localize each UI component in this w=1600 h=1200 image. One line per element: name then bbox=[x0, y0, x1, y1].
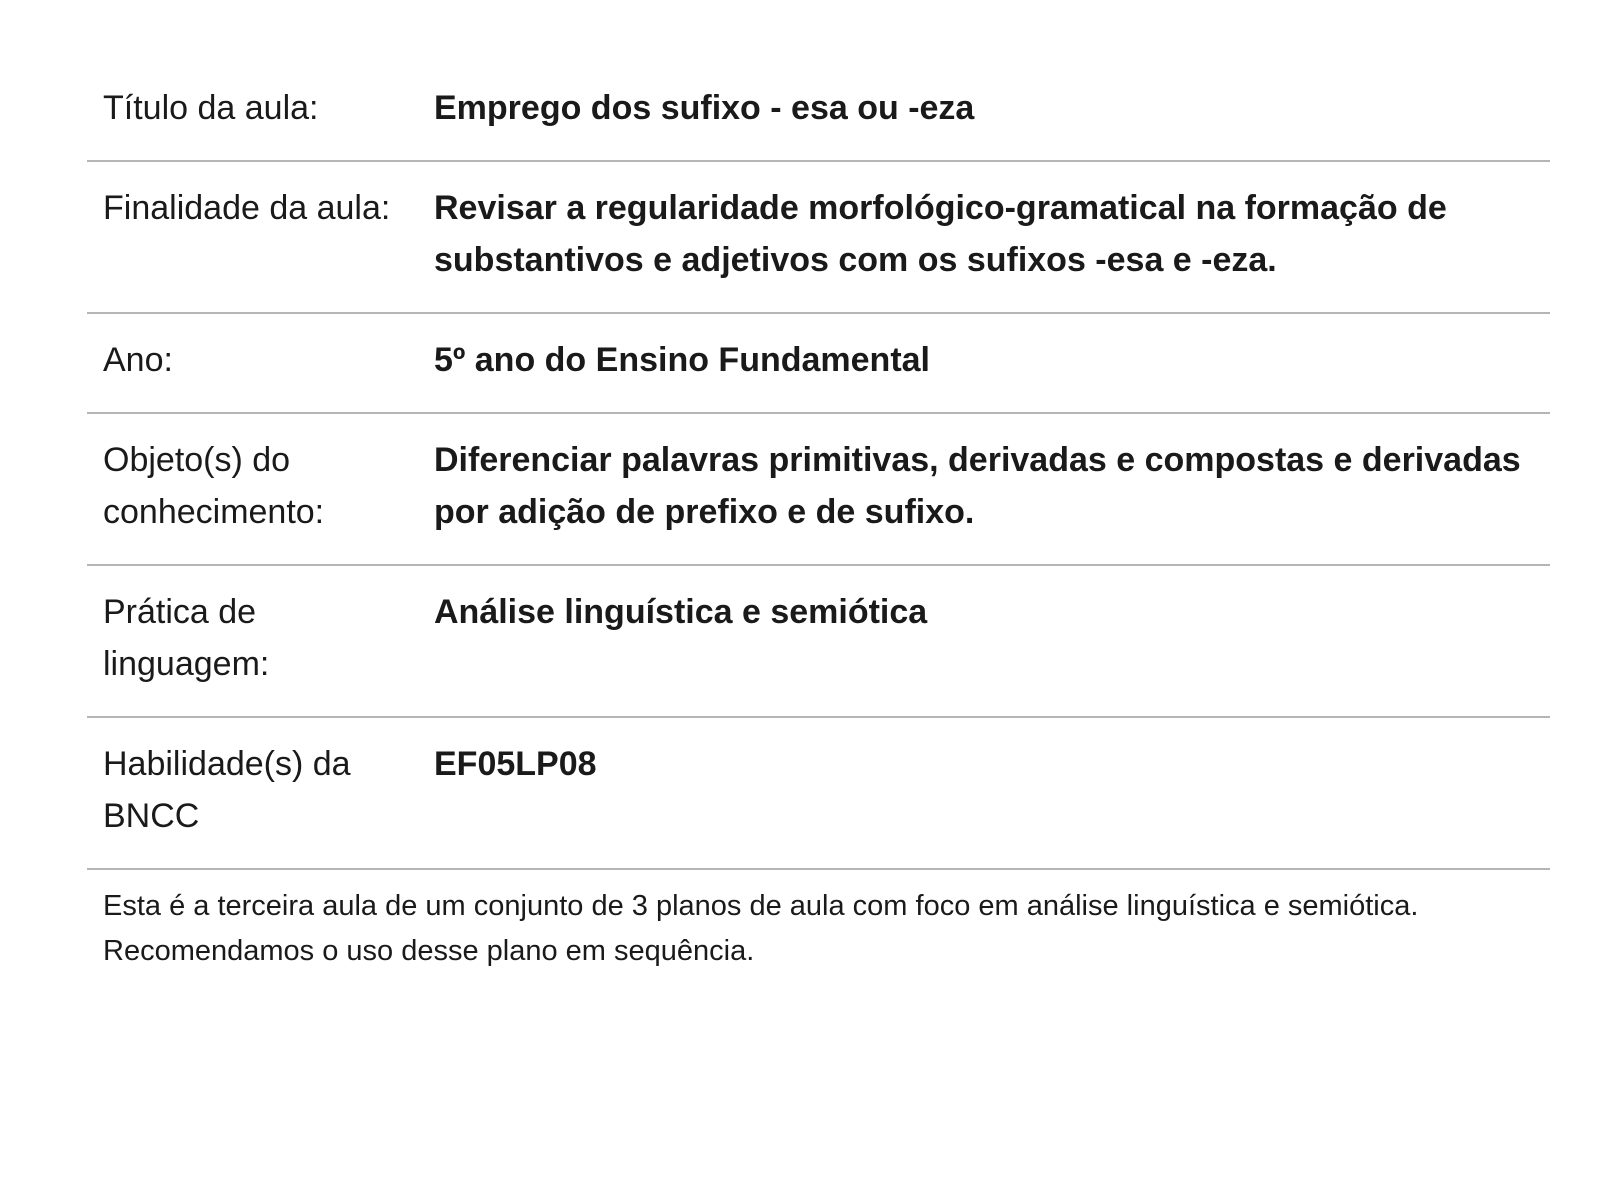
lesson-year: 5º ano do Ensino Fundamental bbox=[414, 313, 1550, 413]
row-label: Prática de linguagem: bbox=[87, 565, 414, 717]
table-row-purpose bbox=[87, 161, 1550, 313]
row-label: Título da aula: bbox=[87, 62, 414, 161]
row-label: Objeto(s) do conhecimento: bbox=[87, 413, 414, 565]
row-label: Ano: bbox=[87, 313, 414, 413]
lesson-language-practice: Análise linguística e semiótica bbox=[414, 565, 1550, 717]
lesson-purpose: Revisar a regularidade morfológico-gramatical na formação de substantivos e adjetivos com os sufixos -esa e -eza. bbox=[414, 161, 1550, 313]
sequence-note: Esta é a terceira aula de um conjunto de 3 planos de aula com foco em análise linguística e semiótica. Recomendamos o uso desse plano em sequência. bbox=[103, 890, 1419, 967]
lesson-bncc-skill: EF05LP08 bbox=[414, 717, 1550, 869]
lesson-knowledge-object: Diferenciar palavras primitivas, derivadas e compostas e derivadas por adição de prefixo e de sufixo. bbox=[414, 413, 1550, 565]
table-row-title bbox=[87, 62, 1550, 161]
row-label: Finalidade da aula: bbox=[87, 161, 414, 313]
table-row-year bbox=[87, 313, 1550, 413]
table-row-knowledge-object bbox=[87, 413, 1550, 565]
row-label: Habilidade(s) da BNCC bbox=[87, 717, 414, 869]
lesson-title: Emprego dos sufixo - esa ou -eza bbox=[414, 62, 1550, 161]
lesson-info-table bbox=[87, 62, 1550, 870]
table-row-bncc-skill bbox=[87, 717, 1550, 869]
table-row-language-practice bbox=[87, 565, 1550, 717]
lesson-info-sheet bbox=[87, 62, 1550, 974]
